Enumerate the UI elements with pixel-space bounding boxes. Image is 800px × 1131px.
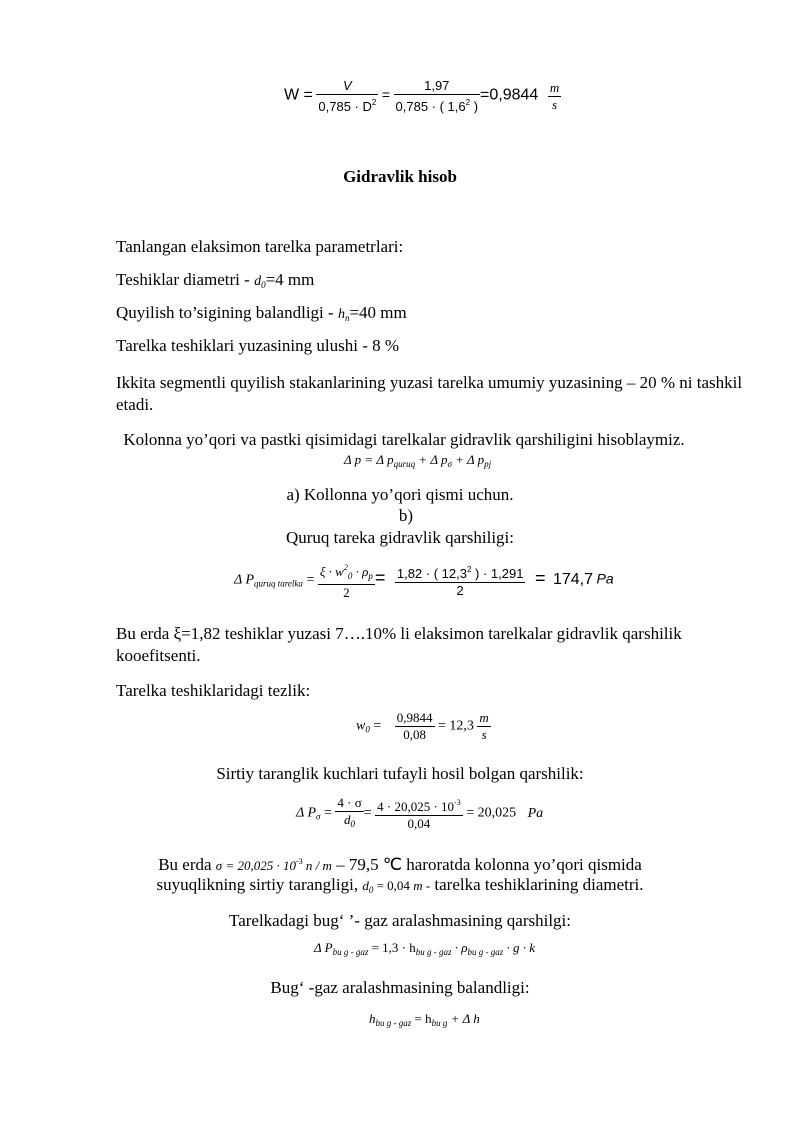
vapor-resistance-equation: Δ $P_{bu g - gaz} = 1,3 \cdot h_{bu g - gaz} \cdot \rho_{bu g - gaz} \cdot g \cdot k$ bbox=[314, 940, 536, 957]
pressure-drop-equation: Δ p = Δ $p_{quruq} + \Delta$ $p_\sigma + \Delta$ $p_{pj}$ bbox=[344, 452, 492, 469]
section-heading: Gidravlik hisob bbox=[343, 167, 457, 186]
eq-w-fraction-1: $\frac{V}{0,785 \cdot D^2}$ bbox=[318, 78, 377, 114]
sigma-fraction-1: $\frac{4 \cdot \sigma}{d_0}$ bbox=[337, 795, 362, 829]
param-hole-diameter: Teshiklar diametri - $d_0=4$ mm bbox=[116, 270, 315, 290]
velocity-equation bbox=[284, 78, 561, 115]
params-intro: Tanlangan elaksimon tarelka parametrlari: bbox=[116, 237, 404, 256]
param-weir-height: Quyilish to’sigining balandligi - $h_n=40$ mm bbox=[116, 303, 407, 323]
surface-tension-title: Sirtiy taranglik kuchlari tufayli hosil bolgan qarshilik: bbox=[216, 764, 584, 783]
param-hole-share: Tarelka teshiklari yuzasining ulushi - 8 % bbox=[116, 336, 400, 355]
dry-result: 174,7 bbox=[552, 570, 594, 588]
dry-tray-title: Quruq tareka gidravlik qarshiligi: bbox=[285, 528, 515, 547]
dry-tray-equation: Δ $P_{quruq tarelka}$ = $\frac{\xi \cdot w^2_0 \cdot \rho_p}{2}$ = $\frac{1,82 \cdot ( 12,3^2 ) \cdot 1,291}{2}$ = 174,7 Pa bbox=[234, 560, 614, 601]
param-segments: Ikkita segmentli quyilish stakanlarining yuzasi tarelka umumiy yuzasining – 20 % ni tashkil etadi. bbox=[116, 373, 743, 414]
mixture-height-equation: $h_{bu g - gaz} = h_{bu g} + \Delta$ h bbox=[369, 1011, 480, 1028]
eq-w-lhs: W = bbox=[284, 86, 313, 104]
list-item-a: a) Kollonna yo’qori qismi uchun. bbox=[286, 485, 514, 504]
speed-title: Tarelka teshiklaridagi tezlik: bbox=[116, 681, 311, 700]
sigma-note-line-2: suyuqlikning sirtiy tarangligi, $d_0 = 0,04$ m - tarelka teshiklarining diametri. bbox=[156, 875, 644, 895]
sigma-fraction-2: $\frac{4 \cdot 20,025 \cdot 10^{-3}}{0,04}$ bbox=[375, 795, 463, 832]
vapor-title: Tarelkadagi bug‘ ’- gaz aralashmasining qarshilgi: bbox=[229, 911, 571, 930]
resistance-intro: Kolonna yo’qori va pastki qisimidagi tarelkalar gidravlik qarshiligini hisoblaymiz. bbox=[123, 430, 685, 449]
dry-fraction-1: $\frac{\xi \cdot w^2_0 \cdot \rho_p}{2}$ bbox=[318, 560, 375, 601]
list-item-b: b) bbox=[398, 506, 414, 525]
speed-unit: $\frac{m}{s}$ bbox=[479, 710, 489, 742]
eq-w-result: =0,9844 bbox=[480, 86, 539, 104]
surface-tension-equation: Δ $P_\sigma$ = $\frac{4 \cdot \sigma}{d_0}$ = $\frac{4 \cdot 20,025 \cdot 10^{-3}}{0,04}$ = 20,025 Pa bbox=[296, 795, 544, 831]
sigma-note-line-1: Bu erda $\sigma = 20,025 \cdot 10^{-3}$ n / m – 79,5 ℃ haroratda kolonna yo’qori qismida bbox=[158, 855, 642, 874]
speed-fraction: $\frac{0,9844}{0,08}$ bbox=[396, 710, 433, 742]
eq-w-unit: $\frac{m}{s}$ bbox=[549, 80, 560, 112]
eq-w-fraction-2: $\frac{1,97}{0,785 \cdot ( 1,6^2 )}$ bbox=[395, 78, 479, 114]
xi-coefficient-note: Bu erda ξ=1,82 teshiklar yuzasi 7….10% li elaksimon tarelkalar gidravlik qarshilik kooefitsenti. bbox=[116, 624, 682, 665]
hole-speed-equation: $w_0$ = $\frac{0,9844}{0,08}$ = 12,3 $\frac{m}{s}$ bbox=[356, 710, 489, 742]
height-title: Bug‘ -gaz aralashmasining balandligi: bbox=[270, 978, 530, 997]
dry-fraction-2: $\frac{1,82 \cdot ( 12,3^2 ) \cdot 1,291}{2}$ bbox=[395, 562, 526, 599]
eq-w-equals: = bbox=[381, 86, 391, 103]
